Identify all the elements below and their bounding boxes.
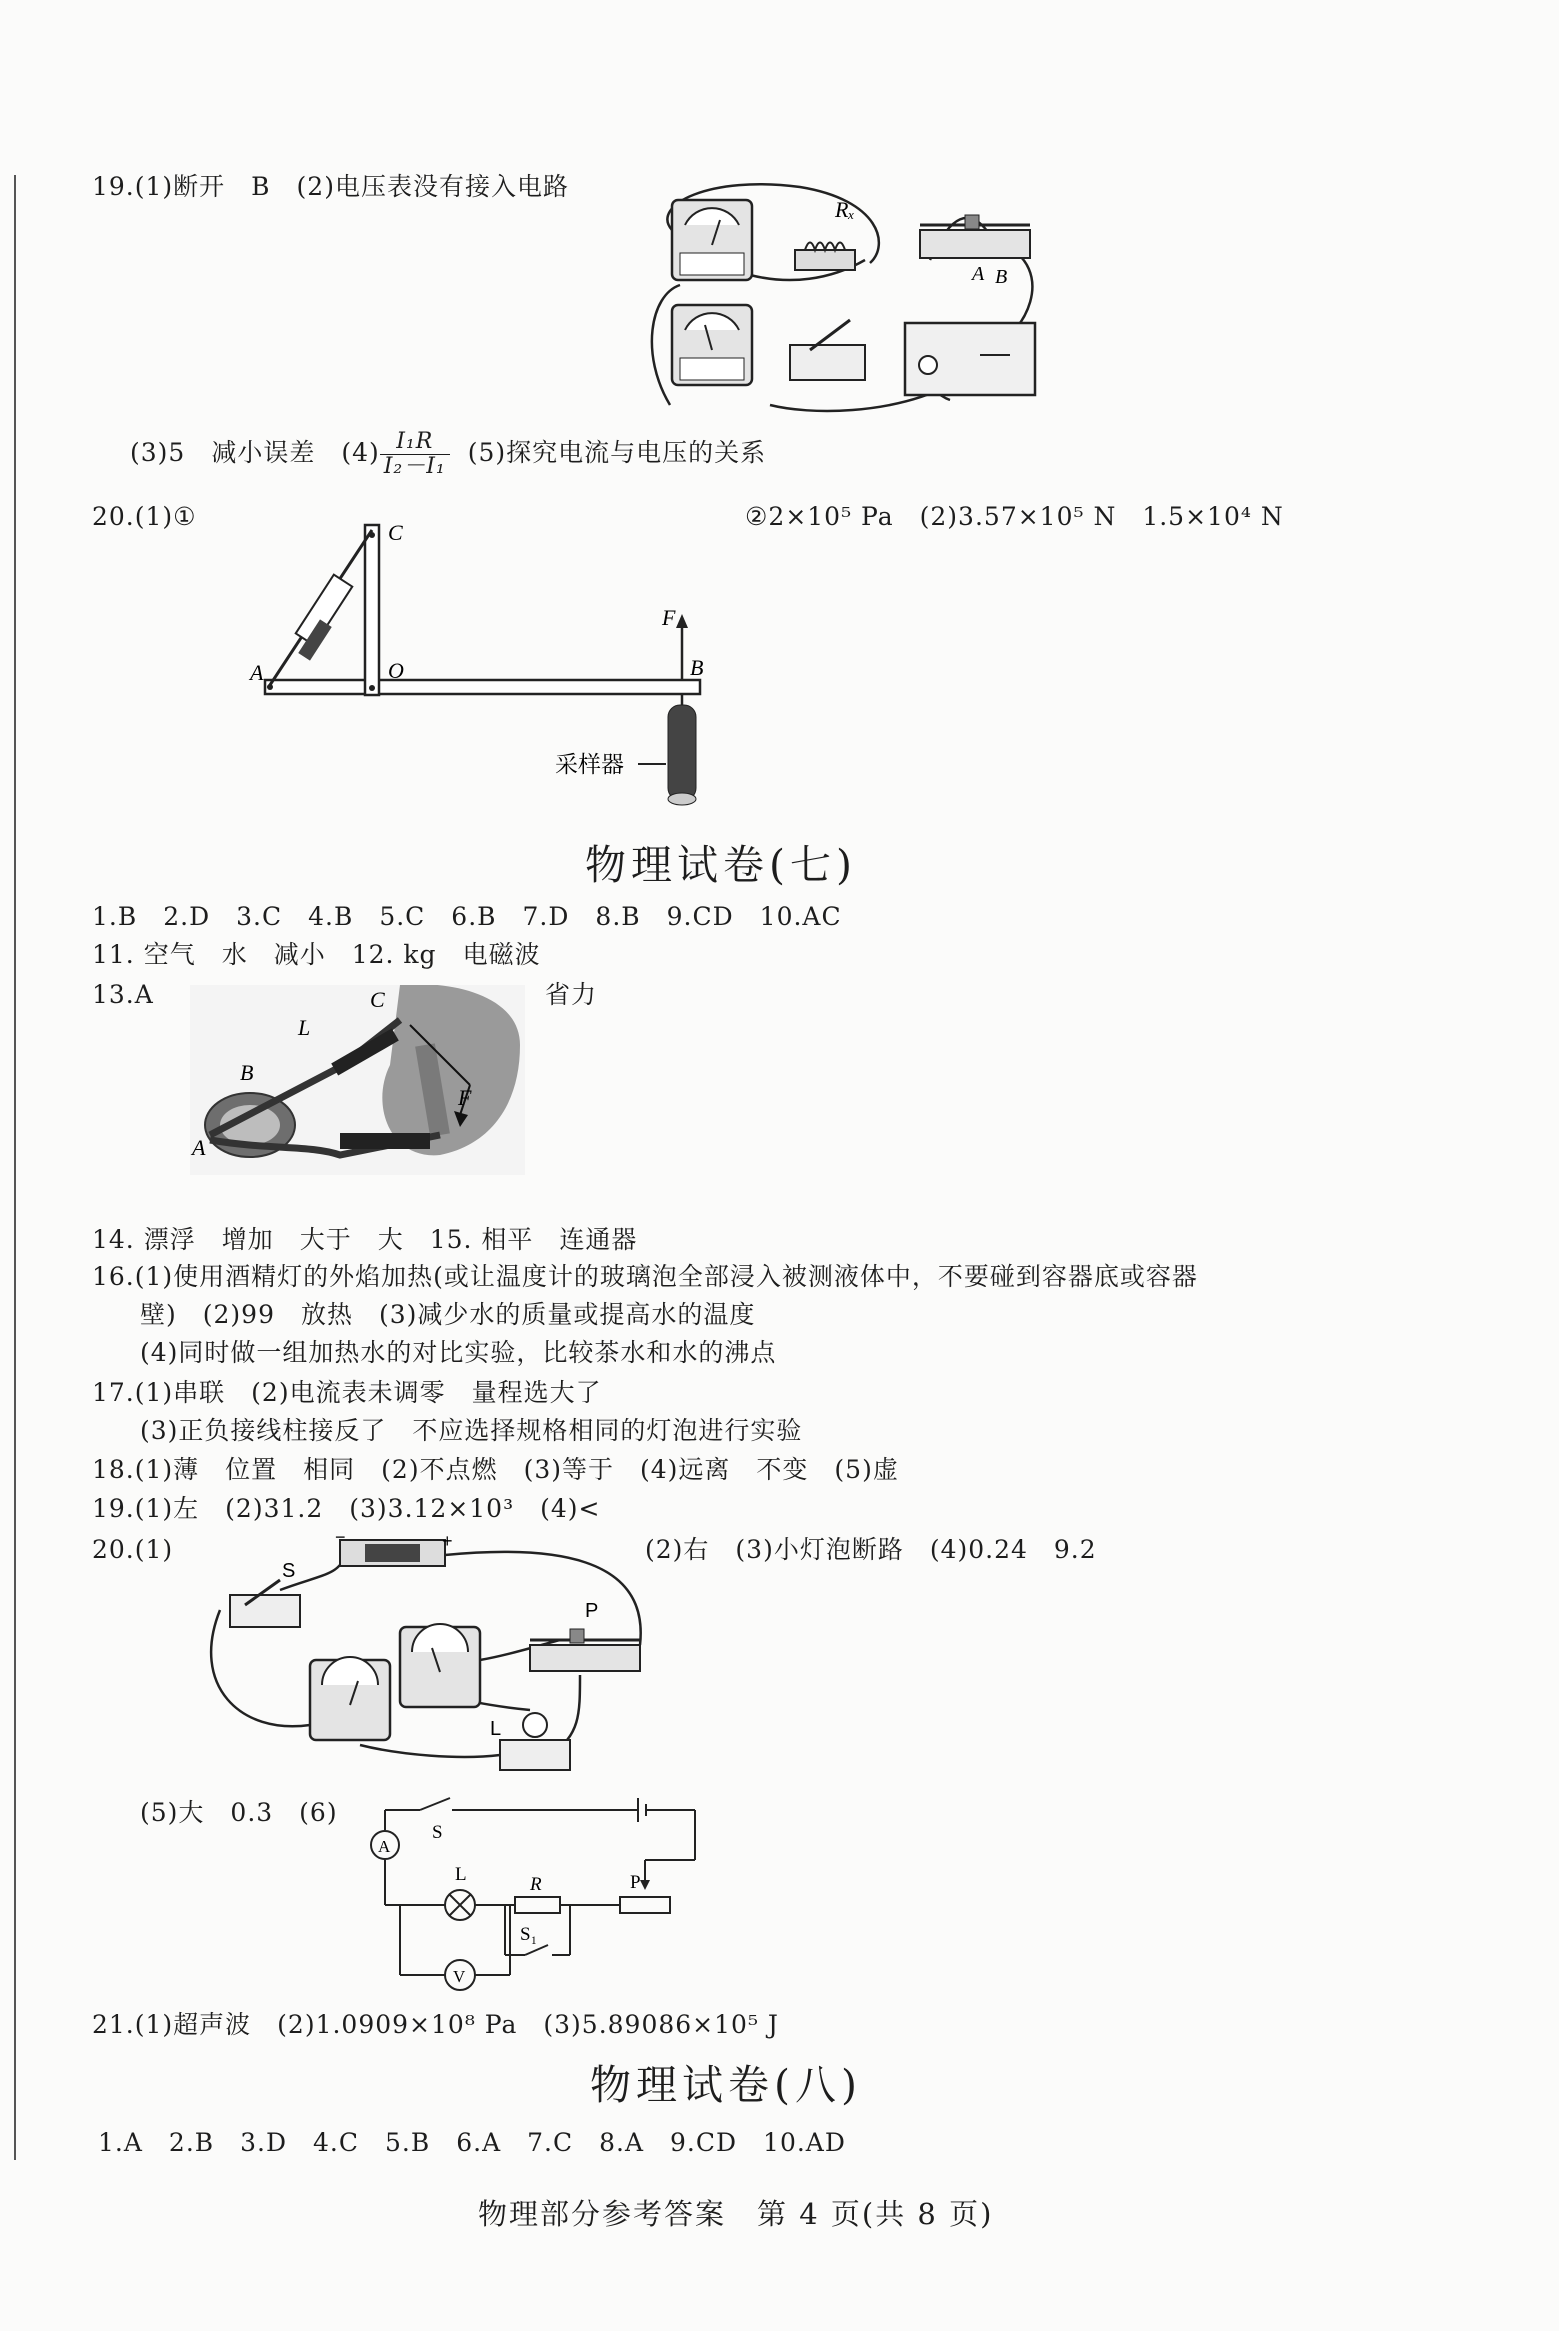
bulb-l-label: L (490, 1718, 502, 1740)
exam7-line-20b: (2)右 (3)小灯泡断路 (4)0.24 9.2 (645, 1535, 1097, 1564)
circuit-s1-label: S₁ (520, 1924, 538, 1945)
exam-8-title: 物理试卷(八) (590, 2061, 862, 2109)
lever-c-label: C (388, 520, 403, 545)
tongs-a-label: A (192, 1135, 206, 1160)
battery-plus-label: + (442, 1535, 453, 1551)
exam7-line-18: 18.(1)薄 位置 相同 (2)不点燃 (3)等于 (4)远离 不变 (5)虚 (92, 1455, 899, 1484)
slider-p-label: P (585, 1600, 599, 1622)
rheostat-b-label: B (995, 266, 1008, 288)
switch-s-label: S (282, 1560, 296, 1582)
lever-a-label: A (250, 660, 264, 685)
q20-answer-line-1b: ②2×10⁵ Pa (2)3.57×10⁵ N 1.5×10⁴ N (745, 502, 1284, 531)
lever-o-label: O (388, 658, 404, 683)
exam7-line-1: 1.B 2.D 3.C 4.B 5.C 6.B 7.D 8.B 9.CD 10.AC (92, 902, 842, 931)
exam7-line-20a: 20.(1) (92, 1535, 174, 1564)
q20-answer-line-1a: 20.(1)① (92, 502, 197, 531)
lever-b-label: B (690, 655, 704, 680)
exam-7-title: 物理试卷(七) (585, 841, 857, 889)
exam7-line-20c: (5)大 0.3 (6) (140, 1798, 338, 1827)
rx-label: Rₓ (835, 197, 855, 222)
exam7-line-16c: (4)同时做一组加热水的对比实验，比较茶水和水的沸点 (140, 1338, 777, 1367)
exam7-line-17b: (3)正负接线柱接反了 不应选择规格相同的灯泡进行实验 (140, 1416, 803, 1445)
q13-tongs-figure (190, 985, 525, 1175)
q20-circuit-diagram (360, 1790, 705, 2000)
exam7-line-16b: 壁) (2)99 放热 (3)减少水的质量或提高水的温度 (140, 1300, 756, 1329)
circuit-ammeter-label: A (378, 1837, 391, 1856)
exam7-line-17a: 17.(1)串联 (2)电流表未调零 量程选大了 (92, 1378, 602, 1407)
exam8-line-1: 1.A 2.B 3.D 4.C 5.B 6.A 7.C 8.A 9.CD 10.AD (98, 2128, 846, 2157)
q19-answer-line-1: 19.(1)断开 B (2)电压表没有接入电路 (92, 172, 569, 201)
fraction-denominator: I₂－I₁ (383, 454, 446, 479)
tongs-b-label: B (240, 1060, 254, 1085)
circuit-p-label: P (630, 1872, 641, 1893)
tongs-c-label: C (370, 987, 385, 1012)
fraction-numerator: I₁R (380, 430, 450, 455)
circuit-voltmeter-label: V (453, 1967, 466, 1986)
q19-circuit-figure (650, 175, 1045, 420)
exam7-line-3b: 省力 (545, 980, 598, 1009)
q20-circuit-figure (200, 1535, 660, 1785)
circuit-l-label: L (455, 1864, 467, 1885)
left-margin-line (14, 175, 16, 2160)
exam7-line-3a: 13.A (92, 980, 154, 1009)
tongs-l-label: L (298, 1015, 311, 1040)
q19-answer-line-2 (130, 430, 766, 479)
q19-part-5: (5)探究电流与电压的关系 (467, 438, 767, 467)
q19-part-3-4: (3)5 减小误差 (4) (130, 438, 380, 467)
circuit-s-label: S (432, 1822, 443, 1843)
circuit-r-label: R (530, 1874, 542, 1895)
page-footer: 物理部分参考答案 第 4 页(共 8 页) (478, 2197, 994, 2231)
exam7-line-19: 19.(1)左 (2)31.2 (3)3.12×10³ (4)< (92, 1494, 601, 1523)
sampler-label: 采样器 (555, 752, 624, 778)
tongs-f-label: F (458, 1085, 472, 1110)
exam7-line-16a: 16.(1)使用酒精灯的外焰加热(或让温度计的玻璃泡全部浸入被测液体中，不要碰到容器底或容器 (92, 1262, 1198, 1291)
rheostat-a-label: A (972, 263, 985, 285)
exam7-line-2: 11. 空气 水 减小 12. kg 电磁波 (92, 940, 541, 969)
lever-f-label: F (662, 605, 676, 630)
q19-fraction (380, 430, 450, 479)
exam7-line-14-15: 14. 漂浮 增加 大于 大 15. 相平 连通器 (92, 1225, 638, 1254)
battery-minus-label: − (335, 1535, 346, 1547)
exam7-line-21: 21.(1)超声波 (2)1.0909×10⁸ Pa (3)5.89086×10⁵ J (92, 2010, 779, 2039)
q20-lever-figure (240, 510, 740, 820)
